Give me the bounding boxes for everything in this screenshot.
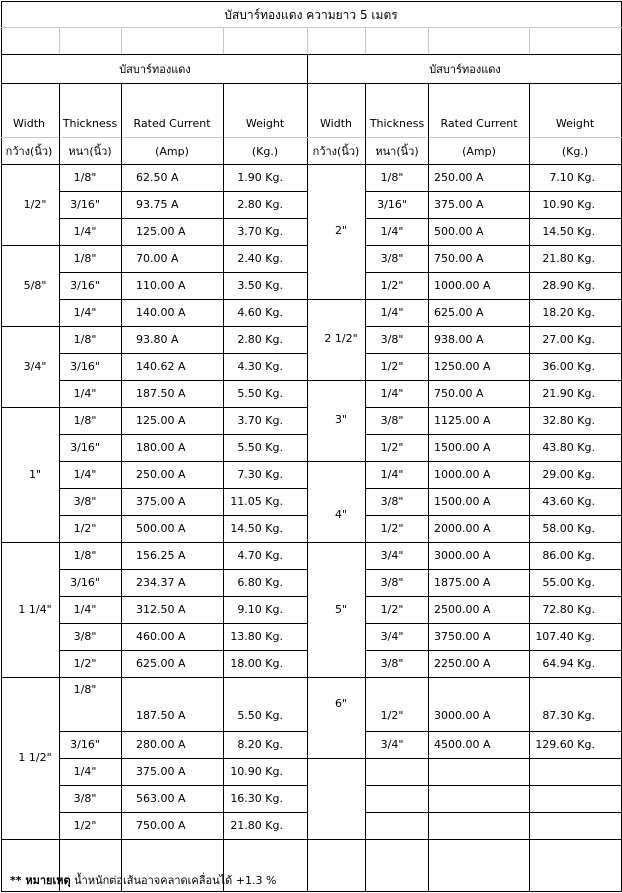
header-amp-left: (Amp)	[155, 145, 189, 158]
cell-thickness-right: 3/8"	[380, 576, 404, 589]
cell-thickness-left: 3/16"	[70, 198, 100, 211]
cell-current-left: 375.00 A	[136, 765, 186, 778]
cell-current-left: 110.00 A	[136, 279, 186, 292]
cell-thickness-left: 1/8"	[73, 252, 97, 265]
cell-width-right: 5"	[334, 603, 348, 616]
cell-width-left: 1 1/4"	[18, 603, 52, 616]
cell-thickness-left: 1/4"	[73, 387, 97, 400]
cell-current-left: 500.00 A	[136, 522, 186, 535]
header-current-left: Rated Current	[133, 117, 211, 130]
cell-weight-left: 5.50 Kg.	[237, 709, 283, 722]
cell-weight-right: 43.80 Kg.	[542, 441, 595, 454]
cell-weight-right: 32.80 Kg.	[542, 414, 595, 427]
cell-weight-left: 5.50 Kg.	[237, 441, 283, 454]
cell-weight-left: 9.10 Kg.	[237, 603, 283, 616]
cell-thickness-left: 3/16"	[70, 279, 100, 292]
cell-current-right: 1875.00 A	[434, 576, 491, 589]
cell-thickness-left: 1/4"	[73, 225, 97, 238]
header-amp-right: (Amp)	[462, 145, 496, 158]
cell-weight-right: 55.00 Kg.	[542, 576, 595, 589]
header-width-th-left: กว้าง(นิ้ว)	[5, 145, 53, 158]
cell-thickness-left: 3/16"	[70, 360, 100, 373]
cell-current-right: 1500.00 A	[434, 495, 491, 508]
header-thickness-left: Thickness	[62, 117, 118, 130]
cell-width-left: 1 1/2"	[18, 751, 52, 764]
cell-current-right: 1250.00 A	[434, 360, 491, 373]
cell-thickness-right: 3/4"	[380, 549, 404, 562]
header-weight-right: Weight	[555, 117, 595, 130]
header-current-right: Rated Current	[440, 117, 518, 130]
cell-current-right: 3000.00 A	[434, 549, 491, 562]
cell-thickness-right: 3/8"	[380, 252, 404, 265]
cell-thickness-left: 3/16"	[70, 441, 100, 454]
cell-weight-left: 4.60 Kg.	[237, 306, 283, 319]
cell-weight-left: 7.30 Kg.	[237, 468, 283, 481]
cell-current-right: 4500.00 A	[434, 738, 491, 751]
cell-width-right: 2 1/2"	[324, 332, 358, 345]
cell-weight-left: 3.70 Kg.	[237, 225, 283, 238]
cell-weight-left: 3.70 Kg.	[237, 414, 283, 427]
cell-current-left: 125.00 A	[136, 225, 186, 238]
cell-thickness-right: 1/8"	[380, 171, 404, 184]
header-width-left: Width	[13, 117, 45, 130]
cell-weight-left: 3.50 Kg.	[237, 279, 283, 292]
cell-width-left: 5/8"	[23, 279, 47, 292]
cell-weight-left: 2.40 Kg.	[237, 252, 283, 265]
cell-thickness-right: 1/2"	[380, 360, 404, 373]
cell-width-left: 1"	[28, 468, 42, 481]
cell-current-right: 2500.00 A	[434, 603, 491, 616]
cell-current-left: 563.00 A	[136, 792, 186, 805]
cell-thickness-left: 1/2"	[73, 522, 97, 535]
header-thickness-th-left: หนา(นิ้ว)	[68, 145, 112, 158]
cell-current-left: 62.50 A	[136, 171, 179, 184]
cell-weight-right: 28.90 Kg.	[542, 279, 595, 292]
cell-thickness-left: 3/8"	[73, 630, 97, 643]
cell-weight-left: 16.30 Kg.	[230, 792, 283, 805]
cell-weight-right: 36.00 Kg.	[542, 360, 595, 373]
cell-thickness-right: 3/8"	[380, 495, 404, 508]
header-width-th-right: กว้าง(นิ้ว)	[312, 145, 360, 158]
cell-thickness-left: 1/8"	[73, 683, 97, 696]
cell-current-right: 1500.00 A	[434, 441, 491, 454]
cell-thickness-right: 1/4"	[380, 225, 404, 238]
cell-current-right: 750.00 A	[434, 252, 484, 265]
cell-weight-right: 7.10 Kg.	[549, 171, 595, 184]
cell-current-right: 3750.00 A	[434, 630, 491, 643]
cell-current-right: 938.00 A	[434, 333, 484, 346]
cell-weight-right: 43.60 Kg.	[542, 495, 595, 508]
cell-current-left: 750.00 A	[136, 819, 186, 832]
cell-weight-left: 14.50 Kg.	[230, 522, 283, 535]
cell-weight-left: 4.30 Kg.	[237, 360, 283, 373]
header-kg-left: (Kg.)	[251, 145, 279, 158]
cell-weight-left: 21.80 Kg.	[230, 819, 283, 832]
cell-thickness-right: 3/16"	[377, 198, 407, 211]
cell-current-left: 375.00 A	[136, 495, 186, 508]
cell-weight-left: 1.90 Kg.	[237, 171, 283, 184]
cell-thickness-right: 1/2"	[380, 441, 404, 454]
cell-current-right: 375.00 A	[434, 198, 484, 211]
cell-weight-right: 86.00 Kg.	[542, 549, 595, 562]
cell-weight-right: 21.80 Kg.	[542, 252, 595, 265]
header-thickness-right: Thickness	[369, 117, 425, 130]
cell-thickness-right: 1/2"	[380, 709, 404, 722]
cell-current-left: 625.00 A	[136, 657, 186, 670]
cell-thickness-left: 1/8"	[73, 549, 97, 562]
cell-weight-right: 18.20 Kg.	[542, 306, 595, 319]
cell-weight-left: 13.80 Kg.	[230, 630, 283, 643]
header-kg-right: (Kg.)	[561, 145, 589, 158]
cell-thickness-left: 1/8"	[73, 333, 97, 346]
cell-current-left: 93.75 A	[136, 198, 179, 211]
header-width-right: Width	[320, 117, 352, 130]
cell-weight-left: 8.20 Kg.	[237, 738, 283, 751]
cell-current-right: 250.00 A	[434, 171, 484, 184]
cell-current-left: 93.80 A	[136, 333, 179, 346]
footnote-text: น้ำหนักต่อเส้นอาจคลาดเคลื่อนได้ +1.3 %	[70, 874, 277, 887]
sheet-title: บัสบาร์ทองแดง ความยาว 5 เมตร	[224, 8, 398, 22]
cell-weight-left: 2.80 Kg.	[237, 198, 283, 211]
cell-thickness-left: 1/2"	[73, 657, 97, 670]
section-right-title: บัสบาร์ทองแดง	[429, 63, 501, 76]
cell-weight-right: 129.60 Kg.	[535, 738, 595, 751]
cell-thickness-right: 1/2"	[380, 279, 404, 292]
cell-thickness-right: 1/4"	[380, 306, 404, 319]
cell-width-right: 3"	[334, 413, 348, 426]
cell-weight-left: 6.80 Kg.	[237, 576, 283, 589]
cell-thickness-right: 1/2"	[380, 603, 404, 616]
cell-thickness-right: 3/8"	[380, 333, 404, 346]
cell-current-right: 1000.00 A	[434, 468, 491, 481]
cell-current-left: 180.00 A	[136, 441, 186, 454]
cell-width-right: 6"	[334, 697, 348, 710]
cell-thickness-left: 1/4"	[73, 468, 97, 481]
cell-weight-right: 58.00 Kg.	[542, 522, 595, 535]
cell-thickness-left: 1/2"	[73, 819, 97, 832]
cell-weight-left: 5.50 Kg.	[237, 387, 283, 400]
cell-current-right: 500.00 A	[434, 225, 484, 238]
cell-thickness-right: 3/4"	[380, 630, 404, 643]
cell-thickness-left: 1/4"	[73, 765, 97, 778]
cell-thickness-right: 3/4"	[380, 738, 404, 751]
cell-thickness-left: 1/4"	[73, 306, 97, 319]
cell-weight-left: 11.05 Kg.	[230, 495, 283, 508]
footnote-label: ** หมายเหตุ	[10, 874, 71, 887]
cell-current-right: 2000.00 A	[434, 522, 491, 535]
cell-weight-left: 2.80 Kg.	[237, 333, 283, 346]
cell-current-right: 1000.00 A	[434, 279, 491, 292]
cell-weight-left: 18.00 Kg.	[230, 657, 283, 670]
header-thickness-th-right: หนา(นิ้ว)	[375, 145, 419, 158]
cell-weight-left: 4.70 Kg.	[237, 549, 283, 562]
cell-width-right: 4"	[334, 508, 348, 521]
cell-width-left: 1/2"	[23, 198, 47, 211]
cell-thickness-left: 3/16"	[70, 738, 100, 751]
cell-current-left: 460.00 A	[136, 630, 186, 643]
cell-weight-left: 10.90 Kg.	[230, 765, 283, 778]
cell-weight-right: 29.00 Kg.	[542, 468, 595, 481]
cell-thickness-right: 3/8"	[380, 657, 404, 670]
cell-current-left: 70.00 A	[136, 252, 179, 265]
cell-thickness-left: 1/8"	[73, 171, 97, 184]
cell-weight-right: 64.94 Kg.	[542, 657, 595, 670]
cell-thickness-left: 1/4"	[73, 603, 97, 616]
cell-weight-right: 27.00 Kg.	[542, 333, 595, 346]
cell-thickness-left: 3/16"	[70, 576, 100, 589]
cell-current-right: 3000.00 A	[434, 709, 491, 722]
header-weight-left: Weight	[245, 117, 285, 130]
cell-thickness-right: 1/2"	[380, 522, 404, 535]
cell-current-left: 234.37 A	[136, 576, 186, 589]
cell-current-left: 187.50 A	[136, 709, 186, 722]
cell-thickness-left: 3/8"	[73, 792, 97, 805]
cell-current-left: 280.00 A	[136, 738, 186, 751]
cell-width-left: 3/4"	[23, 360, 47, 373]
cell-current-left: 156.25 A	[136, 549, 186, 562]
cell-current-left: 140.00 A	[136, 306, 186, 319]
cell-current-right: 625.00 A	[434, 306, 484, 319]
cell-thickness-right: 1/4"	[380, 387, 404, 400]
cell-weight-right: 21.90 Kg.	[542, 387, 595, 400]
cell-thickness-left: 1/8"	[73, 414, 97, 427]
cell-current-right: 1125.00 A	[434, 414, 491, 427]
cell-current-left: 140.62 A	[136, 360, 186, 373]
cell-thickness-left: 3/8"	[73, 495, 97, 508]
cell-current-left: 187.50 A	[136, 387, 186, 400]
footnote	[10, 874, 276, 887]
cell-weight-right: 87.30 Kg.	[542, 709, 595, 722]
cell-weight-right: 107.40 Kg.	[535, 630, 595, 643]
cell-thickness-right: 3/8"	[380, 414, 404, 427]
section-left-title: บัสบาร์ทองแดง	[119, 63, 191, 76]
cell-weight-right: 10.90 Kg.	[542, 198, 595, 211]
cell-current-right: 750.00 A	[434, 387, 484, 400]
cell-weight-right: 14.50 Kg.	[542, 225, 595, 238]
cell-thickness-right: 1/4"	[380, 468, 404, 481]
cell-current-left: 312.50 A	[136, 603, 186, 616]
cell-current-left: 125.00 A	[136, 414, 186, 427]
cell-width-right: 2"	[334, 224, 348, 237]
cell-weight-right: 72.80 Kg.	[542, 603, 595, 616]
cell-current-right: 2250.00 A	[434, 657, 491, 670]
cell-current-left: 250.00 A	[136, 468, 186, 481]
